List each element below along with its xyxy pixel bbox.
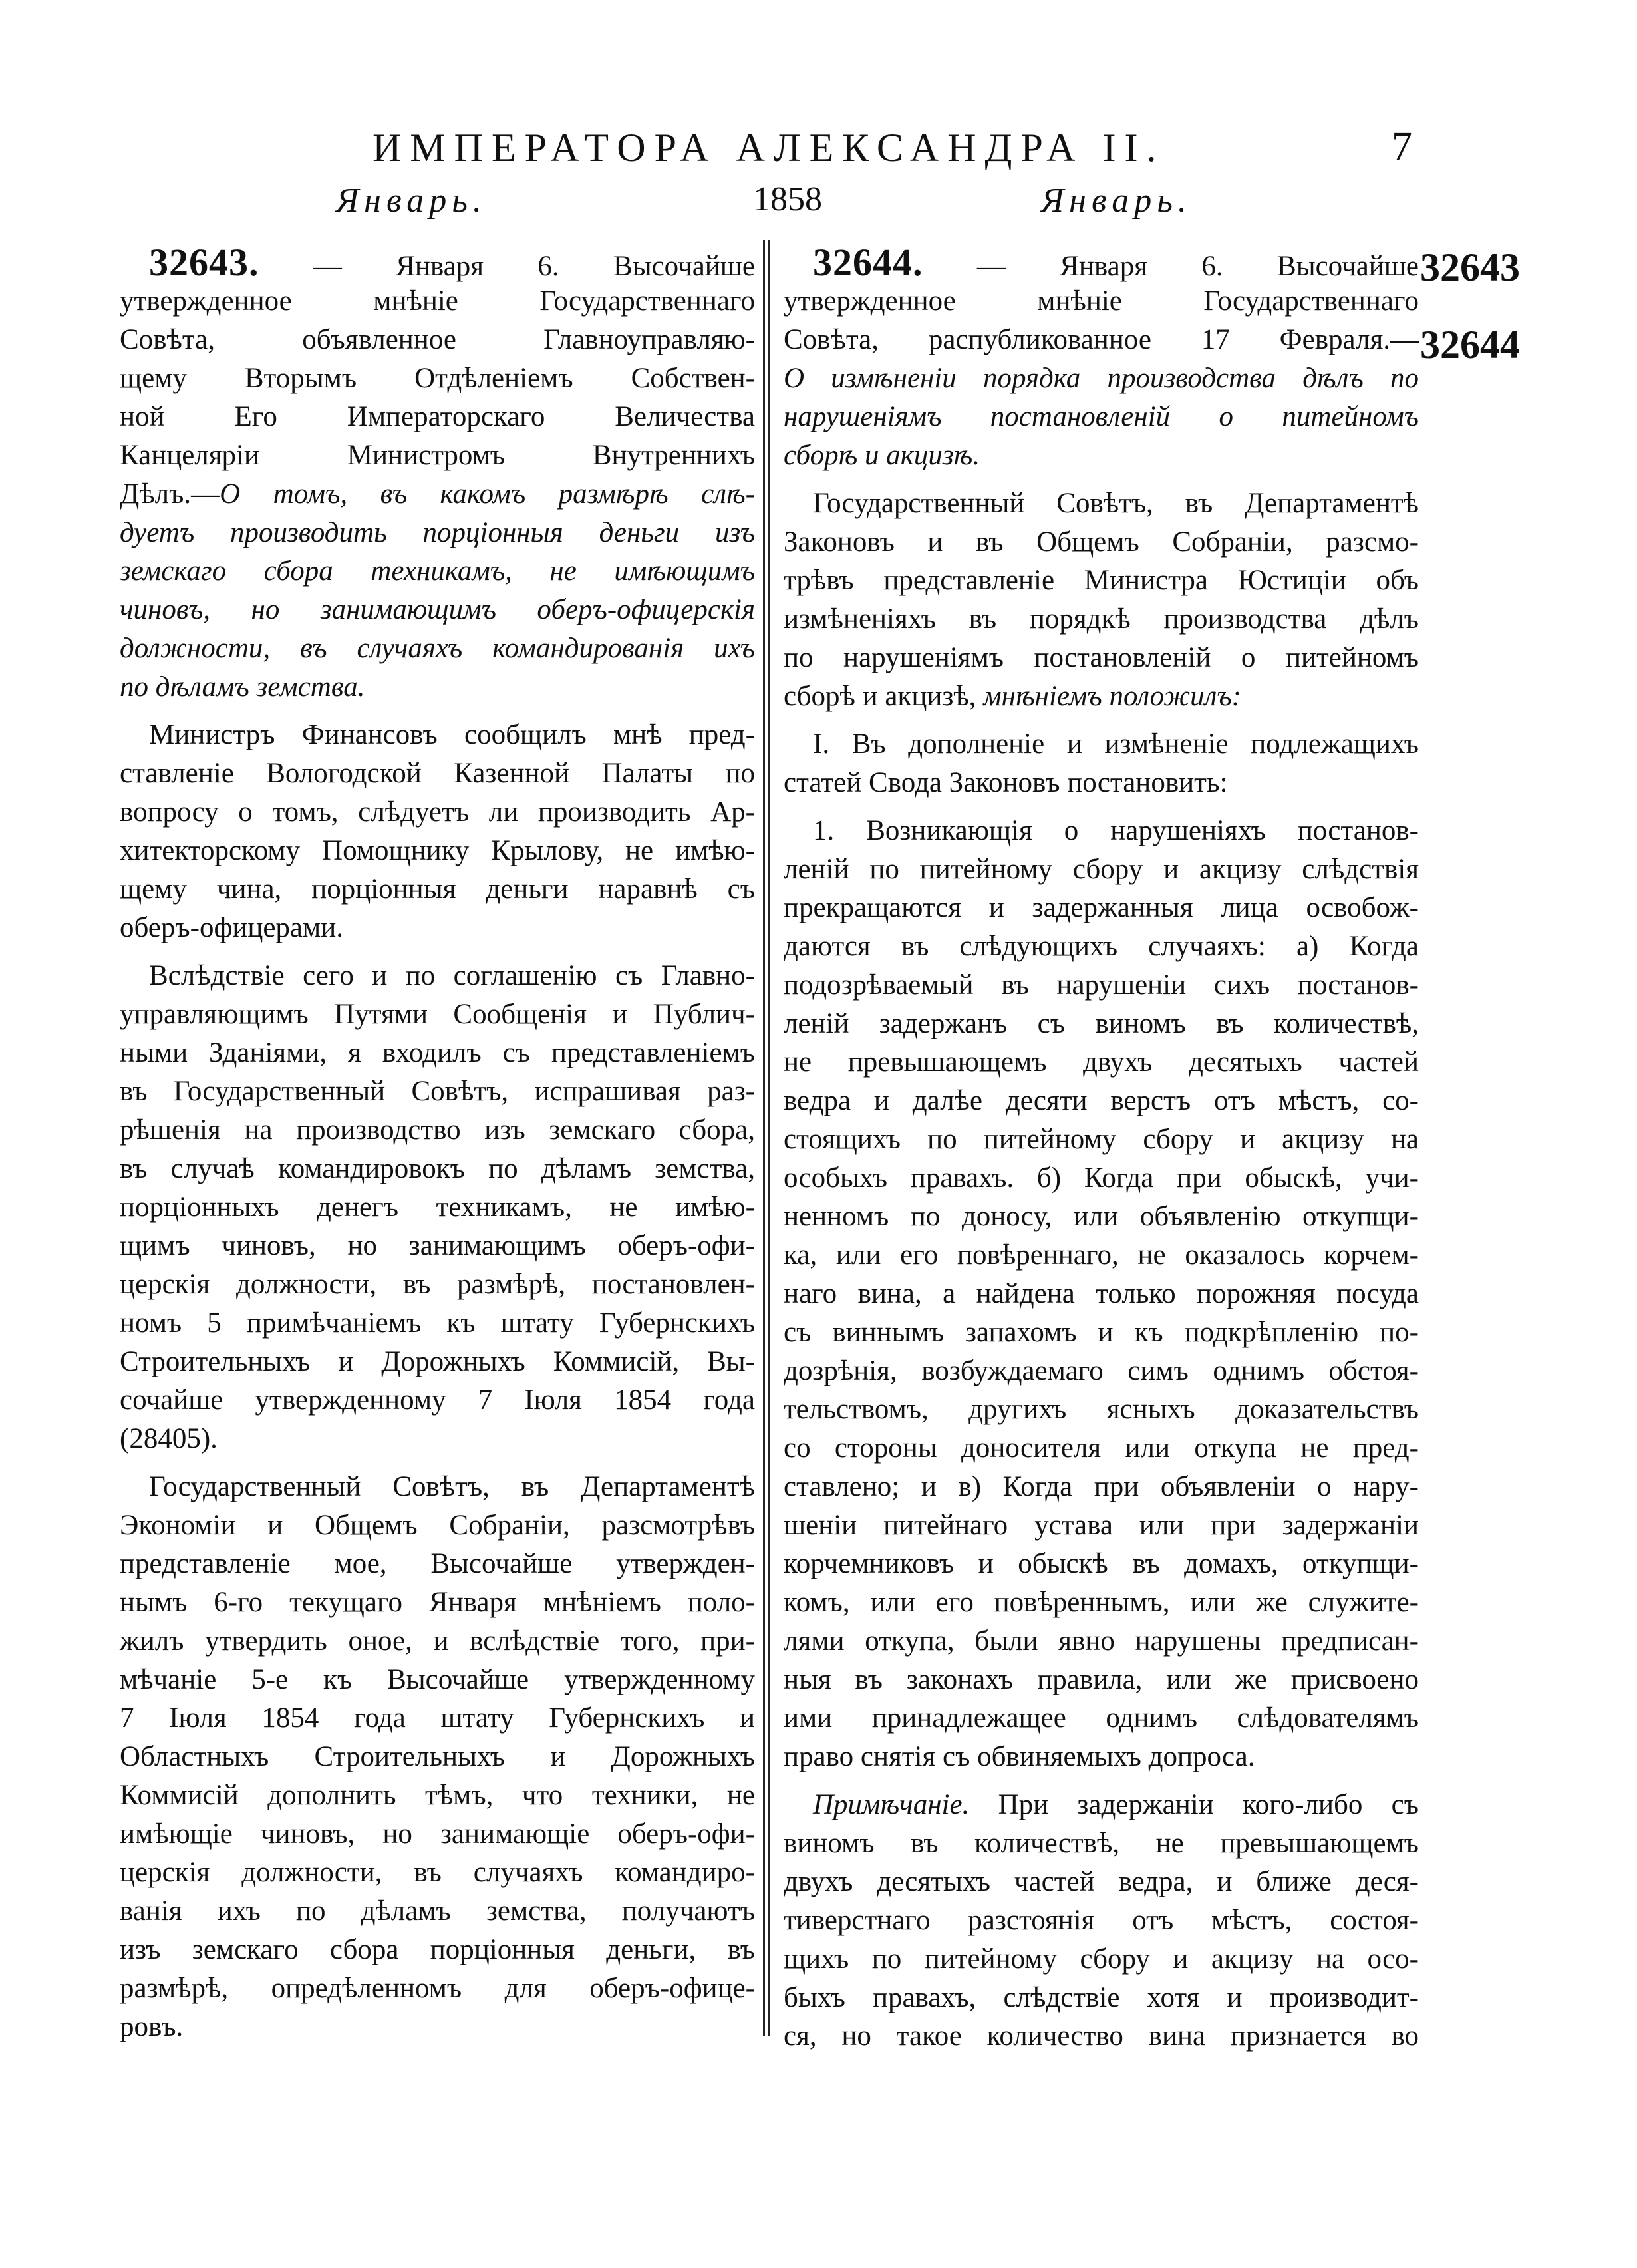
text-span: имѣющіе чиновъ, но занимающіе оберъ-офи-	[120, 1818, 755, 1850]
text-span: должности, въ случаяхъ командированія ихъ	[120, 633, 755, 664]
text-line	[784, 812, 1419, 850]
text-line	[784, 1275, 1419, 1313]
text-line	[784, 1429, 1419, 1468]
text-span: съ виннымъ запахомъ и къ подкрѣпленію по-	[784, 1317, 1419, 1348]
text-span: двухъ десятыхъ частей ведра, и ближе деся-	[784, 1866, 1419, 1897]
text-span: Вслѣдствіе сего и по соглашенію съ Главно-	[149, 960, 755, 991]
text-line	[784, 523, 1419, 562]
text-line	[120, 1034, 755, 1072]
text-line	[784, 1901, 1419, 1940]
text-line	[120, 552, 755, 591]
text-span: ными Зданіями, я входилъ съ представленіемъ	[120, 1037, 755, 1068]
text-span: Государственный Совѣтъ, въ Департаментѣ	[813, 488, 1419, 519]
text-line	[784, 1352, 1419, 1390]
text-line	[120, 793, 755, 832]
text-span: сочайше утвержденному 7 Іюля 1854 года	[120, 1384, 755, 1416]
text-line	[784, 1622, 1419, 1661]
text-span: щему Вторымъ Отдѣленіемъ Собствен-	[120, 363, 755, 394]
text-line	[784, 1786, 1419, 1824]
margin-entry-number: 32644	[1420, 323, 1520, 367]
text-line	[784, 1940, 1419, 1979]
text-line	[120, 591, 755, 629]
text-span: дозрѣнія, возбуждаемаго симъ однимъ обстоя-	[784, 1355, 1419, 1386]
text-line	[784, 1198, 1419, 1236]
text-span: Государственный Совѣтъ, въ Департаментѣ	[149, 1471, 755, 1502]
text-line	[120, 1188, 755, 1227]
paragraph	[784, 484, 1419, 716]
text-line	[784, 600, 1419, 639]
text-span: мнѣніемъ положилъ:	[983, 681, 1241, 712]
text-line	[784, 1824, 1419, 1863]
text-span: не превышающемъ двухъ десятыхъ частей	[784, 1047, 1419, 1078]
text-line	[784, 1979, 1419, 2017]
text-span: Министръ Финансовъ сообщилъ мнѣ пред-	[149, 719, 755, 750]
text-line	[784, 850, 1419, 889]
text-line	[120, 2008, 755, 2046]
text-line	[120, 436, 755, 475]
text-span: жилъ утвердить оное, и вслѣдствіе того, при-	[120, 1625, 755, 1657]
text-line	[120, 1622, 755, 1661]
text-span: наго вина, а найдена только порожняя посуда	[784, 1278, 1419, 1309]
text-line	[120, 1738, 755, 1776]
text-span: размѣрѣ, опредѣленномъ для оберъ-офице-	[120, 1973, 755, 2004]
text-span: вопросу о томъ, слѣдуетъ ли производить Ар-	[120, 796, 755, 828]
text-span: ставлено; и в) Когда при объявленіи о нару-	[784, 1471, 1419, 1502]
text-span: со стороны доносителя или откупа не пред-	[784, 1432, 1419, 1464]
text-span: номъ 5 примѣчаніемъ къ штату Губернскихъ	[120, 1307, 755, 1339]
text-span: комъ, или его повѣреннымъ, или же служите-	[784, 1587, 1419, 1618]
text-line	[784, 1236, 1419, 1275]
text-span: О томъ, въ какомъ размѣрѣ слѣ-	[220, 478, 755, 510]
text-span: трѣвъ представленіе Министра Юстиціи объ	[784, 565, 1419, 596]
text-line	[784, 1005, 1419, 1043]
text-line	[120, 1227, 755, 1265]
text-span: 1. Возникающія о нарушеніяхъ постанов-	[813, 815, 1419, 846]
text-line	[784, 1390, 1419, 1429]
text-line	[784, 764, 1419, 802]
text-span: въ Государственный Совѣтъ, испрашивая раз-	[120, 1076, 755, 1107]
text-span: рѣшенія на производство изъ земскаго сбора,	[120, 1114, 755, 1146]
text-line	[120, 1420, 755, 1458]
text-span: измѣненіяхъ въ порядкѣ производства дѣлъ	[784, 603, 1419, 635]
text-line	[120, 629, 755, 668]
text-span: Законовъ и въ Общемъ Собраніи, разсмо-	[784, 526, 1419, 558]
text-line	[784, 398, 1419, 436]
text-line	[120, 1776, 755, 1815]
text-line	[120, 1072, 755, 1111]
text-span: Канцеляріи Министромъ Внутреннихъ	[120, 440, 755, 471]
text-line	[120, 716, 755, 754]
text-span: тиверстнаго разстоянія отъ мѣстъ, состоя-	[784, 1905, 1419, 1936]
text-span: ся, но такое количество вина признается во	[784, 2021, 1419, 2052]
text-span: ванія ихъ по дѣламъ земства, получаютъ	[120, 1895, 755, 1927]
running-title: ИМПЕРАТОРА АЛЕКСАНДРА II.	[372, 126, 1165, 170]
text-line	[120, 1381, 755, 1420]
text-line	[120, 832, 755, 870]
text-span: земскаго сбора техникамъ, не имѣющимъ	[120, 556, 755, 587]
text-line	[120, 1506, 755, 1545]
text-span: утвержденное мнѣніе Государственнаго	[120, 285, 755, 317]
text-line	[120, 475, 755, 514]
text-line	[784, 1661, 1419, 1699]
text-line	[784, 359, 1419, 398]
text-line	[784, 725, 1419, 764]
text-line	[784, 2017, 1419, 2056]
text-span: право снятія съ обвиняемыхъ допроса.	[784, 1741, 1255, 1772]
text-span: ставленіе Вологодской Казенной Палаты по	[120, 758, 755, 789]
text-span: статей Свода Законовъ постановить:	[784, 767, 1228, 798]
text-span: особыхъ правахъ. б) Когда при обыскѣ, учи-	[784, 1162, 1419, 1194]
paragraph	[120, 716, 755, 947]
text-line	[784, 1738, 1419, 1776]
text-line	[120, 1545, 755, 1583]
text-span: въ случаѣ командировокъ по дѣламъ земства,	[120, 1153, 755, 1184]
right-column	[784, 243, 1419, 2065]
text-span: щему чина, порціонныя деньги наравнѣ съ	[120, 874, 755, 905]
text-line	[784, 1313, 1419, 1352]
text-line	[120, 1892, 755, 1931]
text-line	[120, 243, 755, 282]
text-line	[120, 870, 755, 909]
text-line	[120, 282, 755, 321]
text-line	[120, 1468, 755, 1506]
paragraph	[120, 243, 755, 707]
paragraph	[120, 1468, 755, 2046]
text-line	[784, 1043, 1419, 1082]
text-line	[120, 321, 755, 359]
text-span: подозрѣваемый въ нарушеніи сихъ постанов-	[784, 969, 1419, 1001]
text-span: ныя въ законахъ правила, или же присвоено	[784, 1664, 1419, 1695]
text-line	[120, 909, 755, 947]
text-line	[784, 1863, 1419, 1901]
text-span: шеніи питейнаго устава или при задержаніи	[784, 1510, 1419, 1541]
text-span: церскія должности, въ размѣрѣ, постановлен-	[120, 1269, 755, 1300]
entry-number: 32644.	[813, 241, 923, 284]
text-span: нарушеніямъ постановленій о питейномъ	[784, 401, 1419, 432]
text-span: Дѣлъ.—	[120, 478, 220, 510]
text-span: чиновъ, но занимающимъ оберъ-офицерскія	[120, 594, 755, 625]
text-line	[784, 889, 1419, 927]
text-span: ведра и далѣе десяти верстъ отъ мѣстъ, со-	[784, 1085, 1419, 1116]
text-line	[120, 1699, 755, 1738]
text-span: виномъ въ количествѣ, не превышающемъ	[784, 1828, 1419, 1859]
text-span: стоящихъ по питейному сбору и акцизу на	[784, 1124, 1419, 1155]
text-line	[784, 927, 1419, 966]
month-left: Январь.	[336, 182, 487, 220]
text-span: Строительныхъ и Дорожныхъ Коммисій, Вы-	[120, 1346, 755, 1377]
page-number: 7	[1392, 124, 1412, 170]
text-span: по нарушеніямъ постановленій о питейномъ	[784, 642, 1419, 673]
entry-number: 32643.	[149, 241, 259, 284]
text-span: Примѣчаніе.	[813, 1789, 970, 1820]
text-line	[784, 1545, 1419, 1583]
text-span: по дѣламъ земства.	[120, 671, 365, 703]
paragraph	[784, 812, 1419, 1776]
text-line	[120, 668, 755, 707]
paragraph	[784, 1786, 1419, 2056]
text-line	[120, 1931, 755, 1969]
text-span: О измѣненіи порядка производства дѣлъ по	[784, 363, 1419, 394]
text-line	[120, 1969, 755, 2008]
text-line	[120, 957, 755, 995]
text-span: хитекторскому Помощнику Крылову, не имѣю-	[120, 835, 755, 866]
text-span: управляющимъ Путями Сообщенія и Публич-	[120, 999, 755, 1030]
text-line	[784, 562, 1419, 600]
text-line	[120, 1265, 755, 1304]
text-line	[120, 1111, 755, 1150]
text-span: ной Его Императорскаго Величества	[120, 401, 755, 432]
text-span: Совѣта, объявленное Главноуправляю-	[120, 324, 755, 355]
text-span: быхъ правахъ, слѣдствіе хотя и производит-	[784, 1982, 1419, 2013]
paragraph	[784, 725, 1419, 802]
text-span: — Января 6. Высочайше	[259, 251, 755, 282]
text-line	[784, 639, 1419, 677]
text-line	[784, 1468, 1419, 1506]
text-span: церскія должности, въ случаяхъ командиро-	[120, 1857, 755, 1888]
text-line	[120, 1150, 755, 1188]
text-span: сборѣ и акцизѣ,	[784, 681, 984, 712]
text-span: оберъ-офицерами.	[120, 912, 343, 943]
text-span: ка, или его повѣреннаго, не оказалось корчем-	[784, 1239, 1419, 1271]
text-span: тельствомъ, другихъ ясныхъ доказательствъ	[784, 1394, 1419, 1425]
text-line	[120, 754, 755, 793]
text-line	[120, 359, 755, 398]
text-line	[120, 1661, 755, 1699]
text-line	[120, 1343, 755, 1381]
text-line	[784, 321, 1419, 359]
text-span: щимъ чиновъ, но занимающимъ оберъ-офи-	[120, 1230, 755, 1261]
text-span: даются въ слѣдующихъ случаяхъ: а) Когда	[784, 931, 1419, 962]
text-line	[120, 1304, 755, 1343]
text-line	[784, 282, 1419, 321]
text-span: изъ земскаго сбора порціонныя деньги, въ	[120, 1934, 755, 1965]
text-line	[784, 677, 1419, 716]
text-span: корчемниковъ и обыскѣ въ домахъ, откупщи-	[784, 1548, 1419, 1579]
text-span: ровъ.	[120, 2011, 184, 2042]
text-line	[784, 1159, 1419, 1198]
text-line	[784, 243, 1419, 282]
text-line	[784, 1120, 1419, 1159]
text-line	[784, 1699, 1419, 1738]
text-span: Экономіи и Общемъ Собраніи, разсмотрѣвъ	[120, 1510, 755, 1541]
text-span: утвержденное мнѣніе Государственнаго	[784, 285, 1419, 317]
text-line	[120, 514, 755, 552]
text-span: Коммисій дополнить тѣмъ, что техники, не	[120, 1780, 755, 1811]
paragraph	[784, 243, 1419, 475]
text-span: щихъ по питейному сбору и акцизу на осо-	[784, 1943, 1419, 1975]
text-span: сборѣ и акцизѣ.	[784, 440, 980, 471]
text-span: I. Въ дополненіе и измѣненіе подлежащихъ	[813, 729, 1419, 760]
text-line	[784, 436, 1419, 475]
column-divider	[763, 240, 770, 2036]
text-span: леній задержанъ съ виномъ въ количествѣ,	[784, 1008, 1419, 1039]
text-span: (28405).	[120, 1423, 218, 1454]
text-span: порціонныхъ денегъ техникамъ, не имѣю-	[120, 1192, 755, 1223]
text-line	[120, 1583, 755, 1622]
text-span: дуетъ производить порціонныя деньги изъ	[120, 517, 755, 548]
text-span: При задержаніи кого-либо съ	[969, 1789, 1419, 1820]
text-line	[784, 484, 1419, 523]
text-line	[784, 1583, 1419, 1622]
text-span: леній по питейному сбору и акцизу слѣдствія	[784, 854, 1419, 885]
text-line	[120, 398, 755, 436]
text-line	[784, 966, 1419, 1005]
text-line	[120, 1815, 755, 1854]
text-span: Областныхъ Строительныхъ и Дорожныхъ	[120, 1741, 755, 1772]
left-column	[120, 243, 755, 2056]
paragraph	[120, 957, 755, 1458]
year: 1858	[753, 180, 822, 218]
month-right: Январь.	[1041, 182, 1192, 220]
text-span: мѣчаніе 5-е къ Высочайше утвержденному	[120, 1664, 755, 1695]
text-span: ненномъ по доносу, или объявленію откупщи-	[784, 1201, 1419, 1232]
text-span: нымъ 6-го текущаго Января мнѣніемъ поло-	[120, 1587, 755, 1618]
text-span: Совѣта, распубликованное 17 Февраля.—	[784, 324, 1419, 355]
text-line	[784, 1506, 1419, 1545]
text-line	[784, 1082, 1419, 1120]
text-span: прекращаются и задержанныя лица освобож-	[784, 892, 1419, 923]
text-span: — Января 6. Высочайше	[923, 251, 1419, 282]
text-span: ими принадлежащее однимъ слѣдователямъ	[784, 1702, 1419, 1734]
text-span: представленіе мое, Высочайше утвержден-	[120, 1548, 755, 1579]
text-span: 7 Іюля 1854 года штату Губернскихъ и	[120, 1702, 755, 1734]
margin-entry-number: 32643	[1420, 245, 1520, 289]
text-line	[120, 1854, 755, 1892]
text-span: лями откупа, были явно нарушены предписан-	[784, 1625, 1419, 1657]
text-line	[120, 995, 755, 1034]
